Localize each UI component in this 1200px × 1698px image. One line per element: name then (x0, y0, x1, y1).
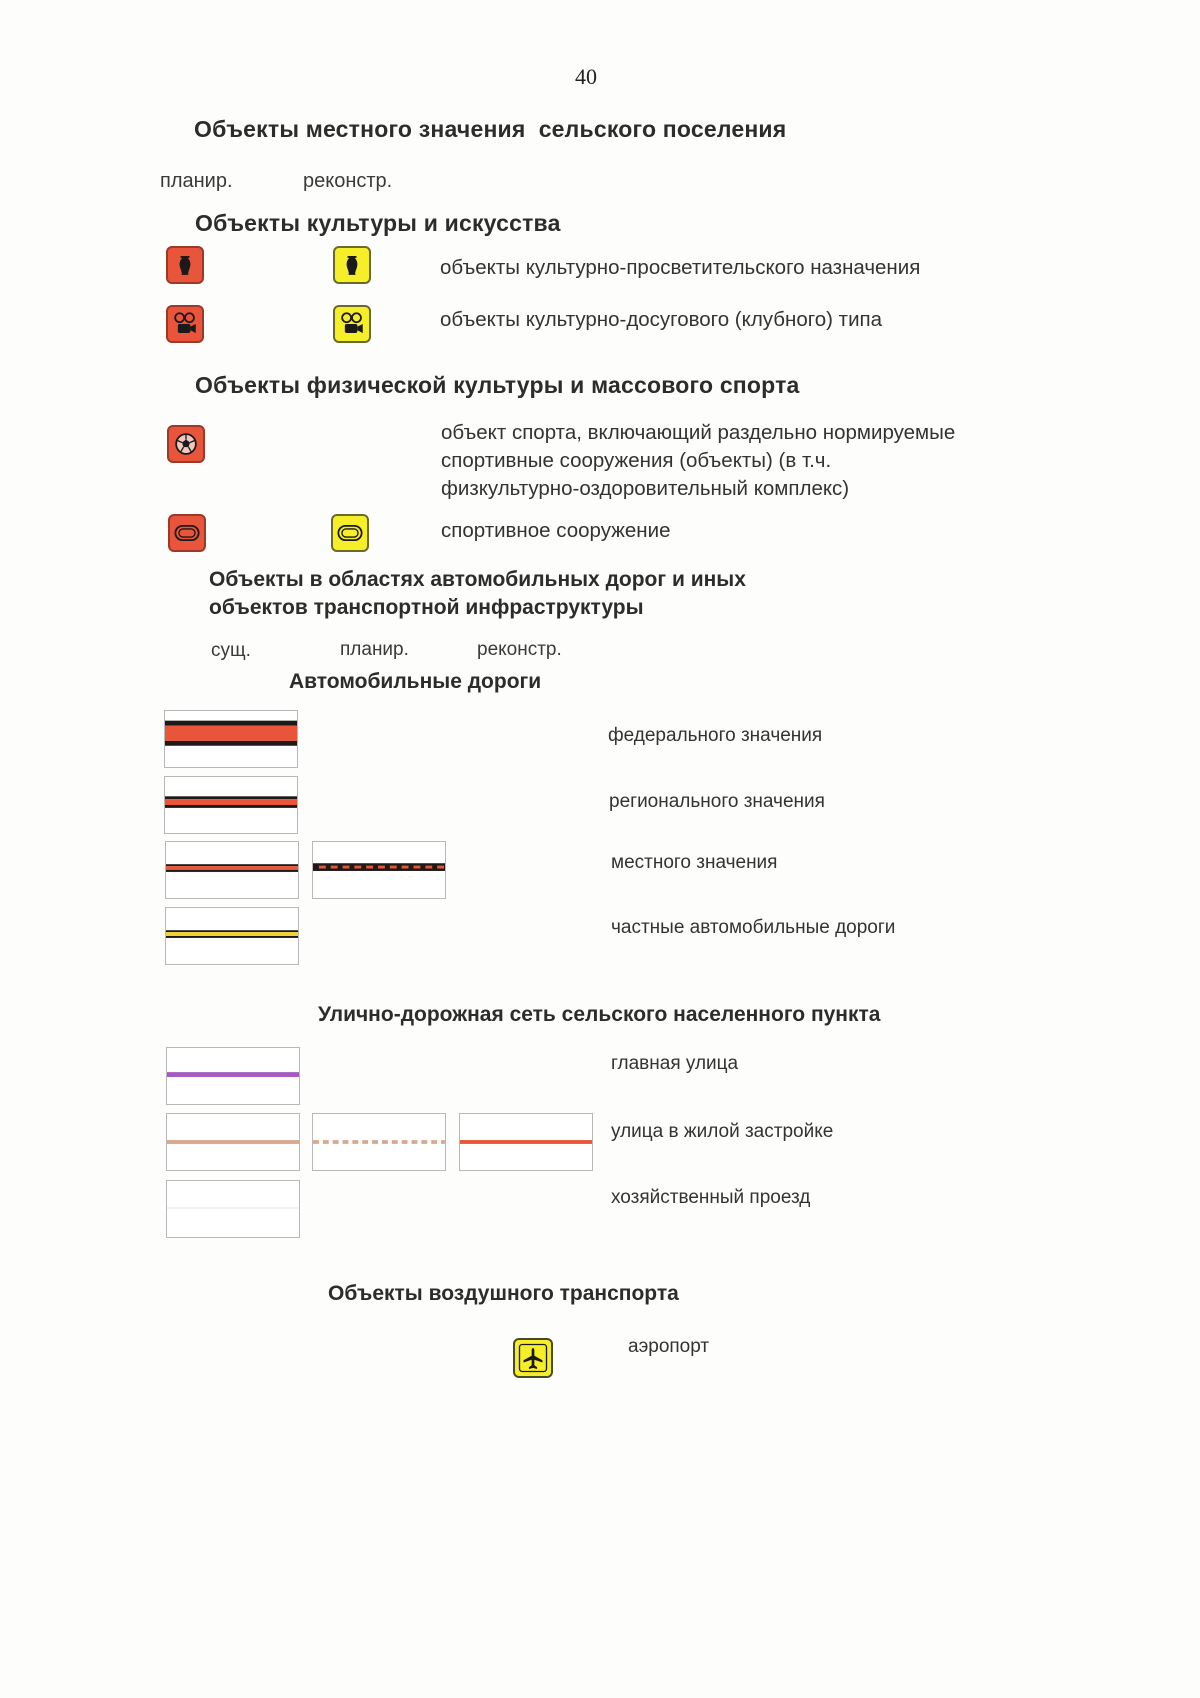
transport-section-title (209, 566, 746, 622)
road-private-swatch (165, 907, 299, 965)
road-label: частные автомобильные дороги (611, 917, 896, 938)
stadium-track-icon (331, 514, 369, 552)
transport-title-line: объектов транспортной инфраструктуры (209, 596, 644, 619)
culture-item-label: объекты культурно-досугового (клубного) типа (440, 308, 883, 331)
status-label-reconstructed: реконстр. (477, 639, 562, 660)
film-camera-icon (166, 305, 204, 343)
status-label-existing: сущ. (211, 640, 251, 661)
main-street-swatch (166, 1047, 300, 1105)
sport-item-label-line: объект спорта, включающий раздельно нормируемые (441, 421, 956, 444)
residential-street-swatch (166, 1113, 300, 1171)
main-title: Объекты местного значения сельского поселения (194, 116, 787, 142)
air-item-label: аэропорт (628, 1336, 710, 1357)
status-label-planned: планир. (340, 639, 409, 660)
sport-section-title: Объекты физической культуры и массового спорта (195, 372, 800, 398)
culture-item-label: объекты культурно-просветительского назначения (440, 256, 921, 279)
transport-title-line: Объекты в областях автомобильных дорог и иных (209, 568, 746, 591)
culture-section-title: Объекты культуры и искусства (195, 210, 561, 236)
residential-street-reconstructed-swatch (459, 1113, 593, 1171)
vase-icon (333, 246, 371, 284)
road-regional-swatch (164, 776, 298, 834)
football-icon (167, 425, 205, 463)
film-camera-icon (333, 305, 371, 343)
page-number: 40 (575, 64, 597, 89)
sport-item-label-line: спортивные сооружения (объекты) (в т.ч. (441, 449, 832, 472)
service-road-swatch (166, 1180, 300, 1238)
residential-street-planned-swatch (312, 1113, 446, 1171)
road-label: местного значения (611, 852, 778, 873)
roads-title: Автомобильные дороги (289, 670, 542, 693)
sport-item-label: спортивное сооружение (441, 519, 671, 542)
road-local-swatch (165, 841, 299, 899)
sport-item-label (441, 419, 955, 503)
road-federal-swatch (164, 710, 298, 768)
vase-icon (166, 246, 204, 284)
street-label: улица в жилой застройке (611, 1121, 834, 1142)
sport-item-label-line: физкультурно-оздоровительный комплекс) (441, 477, 850, 500)
status-label-reconstructed: реконстр. (303, 170, 393, 192)
airplane-icon (513, 1338, 553, 1378)
road-label: регионального значения (609, 791, 825, 812)
road-local-planned-swatch (312, 841, 446, 899)
streets-section-title: Улично-дорожная сеть сельского населенного пункта (318, 1003, 881, 1026)
road-label: федерального значения (608, 725, 823, 746)
air-section-title: Объекты воздушного транспорта (328, 1282, 679, 1305)
status-label-planned: планир. (160, 170, 233, 192)
stadium-track-icon (168, 514, 206, 552)
street-label: хозяйственный проезд (611, 1187, 811, 1208)
street-label: главная улица (611, 1053, 739, 1074)
